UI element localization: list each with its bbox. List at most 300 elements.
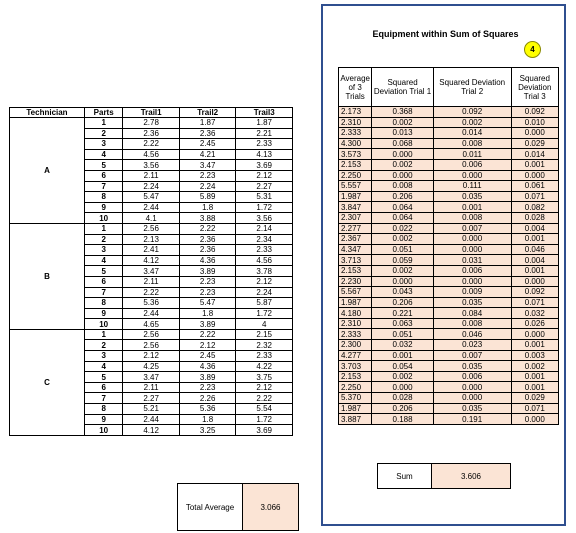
squared-deviation-cell: 0.054 [372,361,434,372]
trial-cell: 2.14 [236,223,293,234]
squared-deviation-cell: 0.007 [433,350,511,361]
column-header: Trail3 [236,108,293,118]
trial-cell: 2.12 [236,276,293,287]
squared-deviation-cell: 0.032 [372,340,434,351]
squared-deviation-cell: 0.063 [372,318,434,329]
squared-deviation-cell: 0.008 [433,138,511,149]
table-header-row [10,108,293,118]
trial-cell: 2.41 [123,245,180,256]
table-row [339,361,559,372]
trial-cell: 3.47 [123,372,180,383]
average-cell: 2.153 [339,371,372,382]
squared-deviation-cell: 0.001 [511,234,558,245]
squared-deviation-cell: 0.092 [511,287,558,298]
trial-cell: 2.33 [236,139,293,150]
part-cell: 5 [84,160,122,171]
squared-deviation-cell: 0.206 [372,297,434,308]
trial-cell: 5.21 [123,404,180,415]
technician-cell: B [10,223,85,329]
average-cell: 5.567 [339,287,372,298]
squared-deviation-cell: 0.000 [511,329,558,340]
table-row [339,350,559,361]
trial-cell: 2.11 [123,276,180,287]
squared-deviation-cell: 0.002 [372,234,434,245]
squared-deviation-cell: 0.028 [372,393,434,404]
sum-value: 3.606 [432,464,510,488]
column-header: Trail1 [123,108,180,118]
table-row [10,118,293,129]
trial-cell: 2.56 [123,329,180,340]
trial-cell: 2.27 [123,393,180,404]
trial-cell: 2.36 [179,245,236,256]
part-cell: 4 [84,255,122,266]
trial-cell: 3.78 [236,266,293,277]
part-cell: 6 [84,382,122,393]
part-cell: 1 [84,118,122,129]
column-header: Trail2 [179,108,236,118]
trial-cell: 4 [236,319,293,330]
part-cell: 3 [84,245,122,256]
squared-deviation-cell: 0.000 [433,276,511,287]
trial-cell: 5.36 [179,404,236,415]
trial-cell: 2.23 [179,170,236,181]
squared-deviation-cell: 0.000 [372,170,434,181]
trial-cell: 1.8 [179,414,236,425]
total-average-value: 3.066 [243,484,298,530]
trial-cell: 2.26 [179,393,236,404]
table-row [339,329,559,340]
squared-deviation-cell: 0.031 [433,255,511,266]
squared-deviation-cell: 0.206 [372,191,434,202]
panel-title: Equipment within Sum of Squares [372,29,519,39]
trial-cell: 3.47 [123,266,180,277]
trial-cell: 3.75 [236,372,293,383]
squared-deviation-cell: 0.000 [511,414,558,425]
squared-deviation-cell: 0.001 [372,350,434,361]
average-cell: 2.307 [339,212,372,223]
column-header: Average of 3 Trials [339,68,372,107]
squared-deviation-cell: 0.051 [372,244,434,255]
average-cell: 3.713 [339,255,372,266]
trial-cell: 2.44 [123,414,180,425]
average-cell: 5.557 [339,181,372,192]
sum-box [377,463,511,489]
trial-cell: 5.87 [236,298,293,309]
trial-cell: 2.22 [123,139,180,150]
part-cell: 9 [84,202,122,213]
trial-cell: 2.36 [179,234,236,245]
column-header: Squared Deviation Trial 3 [511,68,558,107]
squared-deviation-cell: 0.000 [433,244,511,255]
trial-cell: 2.23 [179,287,236,298]
squared-deviation-cell: 0.014 [511,149,558,160]
squared-deviation-cell: 0.059 [372,255,434,266]
average-cell: 1.987 [339,403,372,414]
average-cell: 1.987 [339,297,372,308]
squared-deviation-cell: 0.028 [511,212,558,223]
table-header-row [339,68,559,107]
trial-cell: 2.45 [179,139,236,150]
squared-deviation-cell: 0.206 [372,403,434,414]
squared-deviation-cell: 0.000 [372,276,434,287]
trial-cell: 4.56 [236,255,293,266]
squared-deviation-cell: 0.002 [372,159,434,170]
squared-deviation-cell: 0.064 [372,212,434,223]
squared-deviation-cell: 0.035 [433,361,511,372]
table-row [339,382,559,393]
table-row [10,223,293,234]
squared-deviation-table [338,67,559,425]
squared-deviation-cell: 0.004 [511,223,558,234]
trial-cell: 2.33 [236,245,293,256]
technician-cell: A [10,118,85,224]
part-cell: 7 [84,287,122,298]
total-average-label: Total Average [178,484,243,530]
squared-deviation-cell: 0.002 [372,371,434,382]
column-header: Squared Deviation Trial 1 [372,68,434,107]
table-row [339,170,559,181]
trial-cell: 2.36 [179,128,236,139]
trial-cell: 2.44 [123,202,180,213]
technician-cell: C [10,329,85,435]
trial-cell: 4.22 [236,361,293,372]
squared-deviation-cell: 0.008 [433,318,511,329]
part-cell: 5 [84,372,122,383]
part-cell: 5 [84,266,122,277]
table-row [339,107,559,118]
table-row [339,159,559,170]
average-cell: 4.277 [339,350,372,361]
trial-cell: 2.78 [123,118,180,129]
trial-cell: 2.21 [236,128,293,139]
squared-deviation-cell: 0.046 [511,244,558,255]
part-cell: 4 [84,361,122,372]
trial-cell: 2.56 [123,223,180,234]
squared-deviation-cell: 0.035 [433,403,511,414]
part-cell: 1 [84,329,122,340]
squared-deviation-cell: 0.001 [511,159,558,170]
trial-cell: 2.27 [236,181,293,192]
squared-deviation-cell: 0.035 [433,297,511,308]
trial-cell: 4.13 [236,149,293,160]
table-row [339,234,559,245]
average-cell: 4.347 [339,244,372,255]
part-cell: 3 [84,139,122,150]
table-row [339,181,559,192]
average-cell: 2.153 [339,265,372,276]
trial-cell: 5.54 [236,404,293,415]
trial-cell: 3.89 [179,266,236,277]
trial-cell: 5.47 [179,298,236,309]
squared-deviation-cell: 0.001 [433,202,511,213]
table-row [339,138,559,149]
trial-cell: 2.33 [236,351,293,362]
table-row [339,128,559,139]
part-cell: 10 [84,425,122,436]
part-cell: 1 [84,223,122,234]
trial-cell: 4.65 [123,319,180,330]
table-row [339,287,559,298]
average-cell: 2.310 [339,318,372,329]
average-cell: 2.230 [339,276,372,287]
column-header: Parts [84,108,122,118]
trial-cell: 5.31 [236,192,293,203]
squared-deviation-cell: 0.092 [433,107,511,118]
trial-cell: 3.89 [179,372,236,383]
trial-cell: 2.24 [236,287,293,298]
trial-cell: 4.36 [179,361,236,372]
total-average-box [177,483,299,531]
squared-deviation-cell: 0.071 [511,297,558,308]
step-number-badge: 4 [524,41,541,58]
trial-cell: 1.87 [179,118,236,129]
sum-of-squares-panel [321,4,566,526]
trial-cell: 3.89 [179,319,236,330]
average-cell: 3.887 [339,414,372,425]
squared-deviation-cell: 0.043 [372,287,434,298]
trial-cell: 4.12 [123,255,180,266]
part-cell: 4 [84,149,122,160]
part-cell: 6 [84,170,122,181]
trial-cell: 2.34 [236,234,293,245]
part-cell: 9 [84,308,122,319]
trial-cell: 2.24 [123,181,180,192]
squared-deviation-cell: 0.064 [372,202,434,213]
squared-deviation-cell: 0.111 [433,181,511,192]
part-cell: 3 [84,351,122,362]
squared-deviation-cell: 0.001 [511,371,558,382]
table-row [339,265,559,276]
trial-cell: 2.23 [179,276,236,287]
table-row [10,329,293,340]
squared-deviation-cell: 0.032 [511,308,558,319]
trial-cell: 2.56 [123,340,180,351]
squared-deviation-cell: 0.002 [511,361,558,372]
trial-cell: 2.24 [179,181,236,192]
squared-deviation-cell: 0.013 [372,128,434,139]
table-row [339,212,559,223]
trial-cell: 1.8 [179,202,236,213]
trial-cell: 4.12 [123,425,180,436]
squared-deviation-cell: 0.006 [433,159,511,170]
table-row [339,403,559,414]
table-row [339,149,559,160]
table-row [339,117,559,128]
squared-deviation-cell: 0.001 [511,382,558,393]
squared-deviation-cell: 0.000 [372,149,434,160]
average-cell: 2.333 [339,329,372,340]
trial-cell: 3.88 [179,213,236,224]
trial-cell: 1.87 [236,118,293,129]
squared-deviation-cell: 0.006 [433,265,511,276]
trial-cell: 3.69 [236,160,293,171]
trial-cell: 3.56 [123,160,180,171]
average-cell: 2.173 [339,107,372,118]
average-cell: 2.277 [339,223,372,234]
squared-deviation-cell: 0.221 [372,308,434,319]
squared-deviation-cell: 0.002 [372,265,434,276]
squared-deviation-cell: 0.188 [372,414,434,425]
table-row [339,202,559,213]
table-row [339,340,559,351]
trial-cell: 2.22 [179,329,236,340]
squared-deviation-cell: 0.002 [372,117,434,128]
trial-cell: 4.21 [179,149,236,160]
table-row [339,371,559,382]
table-row [339,318,559,329]
squared-deviation-cell: 0.368 [372,107,434,118]
squared-deviation-cell: 0.071 [511,403,558,414]
trial-cell: 3.25 [179,425,236,436]
squared-deviation-cell: 0.001 [511,340,558,351]
trial-cell: 2.12 [179,340,236,351]
squared-deviation-cell: 0.000 [511,170,558,181]
trial-cell: 2.12 [236,382,293,393]
trial-cell: 1.8 [179,308,236,319]
squared-deviation-cell: 0.000 [433,170,511,181]
squared-deviation-cell: 0.010 [511,117,558,128]
trial-cell: 2.45 [179,351,236,362]
table-row [339,255,559,266]
average-cell: 2.153 [339,159,372,170]
squared-deviation-cell: 0.084 [433,308,511,319]
trial-cell: 4.36 [179,255,236,266]
trial-cell: 2.36 [123,128,180,139]
column-header: Technician [10,108,85,118]
squared-deviation-cell: 0.003 [511,350,558,361]
table-row [339,223,559,234]
average-cell: 5.370 [339,393,372,404]
technician-trials-table [9,107,293,436]
average-cell: 2.250 [339,382,372,393]
trial-cell: 3.69 [236,425,293,436]
trial-cell: 2.15 [236,329,293,340]
table-row [339,414,559,425]
trial-cell: 5.36 [123,298,180,309]
average-cell: 2.310 [339,117,372,128]
squared-deviation-cell: 0.014 [433,128,511,139]
table-row [339,276,559,287]
squared-deviation-cell: 0.046 [433,329,511,340]
trial-cell: 5.89 [179,192,236,203]
average-cell: 2.367 [339,234,372,245]
trial-cell: 1.72 [236,202,293,213]
trial-cell: 2.11 [123,170,180,181]
part-cell: 2 [84,234,122,245]
part-cell: 8 [84,298,122,309]
part-cell: 7 [84,181,122,192]
trial-cell: 1.72 [236,308,293,319]
trial-cell: 3.47 [179,160,236,171]
squared-deviation-cell: 0.022 [372,223,434,234]
part-cell: 8 [84,192,122,203]
deviation-table-body [339,107,559,425]
squared-deviation-cell: 0.000 [433,382,511,393]
part-cell: 6 [84,276,122,287]
trial-cell: 4.1 [123,213,180,224]
squared-deviation-cell: 0.082 [511,202,558,213]
trial-cell: 4.56 [123,149,180,160]
trial-cell: 2.11 [123,382,180,393]
average-cell: 2.333 [339,128,372,139]
squared-deviation-cell: 0.000 [433,234,511,245]
trial-cell: 2.12 [236,170,293,181]
trial-cell: 2.44 [123,308,180,319]
part-cell: 9 [84,414,122,425]
average-cell: 2.250 [339,170,372,181]
squared-deviation-cell: 0.071 [511,191,558,202]
squared-deviation-cell: 0.026 [511,318,558,329]
trial-cell: 3.56 [236,213,293,224]
average-cell: 3.573 [339,149,372,160]
squared-deviation-cell: 0.000 [511,128,558,139]
squared-deviation-cell: 0.023 [433,340,511,351]
squared-deviation-cell: 0.191 [433,414,511,425]
trial-cell: 2.32 [236,340,293,351]
trial-cell: 2.22 [179,223,236,234]
trial-cell: 5.47 [123,192,180,203]
sum-label: Sum [378,464,432,488]
squared-deviation-cell: 0.000 [511,276,558,287]
part-cell: 2 [84,340,122,351]
squared-deviation-cell: 0.061 [511,181,558,192]
trial-cell: 2.23 [179,382,236,393]
trial-cell: 2.12 [123,351,180,362]
squared-deviation-cell: 0.008 [433,212,511,223]
average-cell: 3.703 [339,361,372,372]
squared-deviation-cell: 0.008 [372,181,434,192]
squared-deviation-cell: 0.000 [433,393,511,404]
table-row [339,244,559,255]
squared-deviation-cell: 0.035 [433,191,511,202]
table-row [339,308,559,319]
squared-deviation-cell: 0.004 [511,255,558,266]
trial-cell: 2.13 [123,234,180,245]
column-header: Squared Deviation Trial 2 [433,68,511,107]
squared-deviation-cell: 0.029 [511,393,558,404]
squared-deviation-cell: 0.051 [372,329,434,340]
trial-cell: 1.72 [236,414,293,425]
part-cell: 2 [84,128,122,139]
squared-deviation-cell: 0.011 [433,149,511,160]
average-cell: 2.300 [339,340,372,351]
trial-cell: 2.22 [123,287,180,298]
squared-deviation-cell: 0.092 [511,107,558,118]
table-row [339,191,559,202]
part-cell: 8 [84,404,122,415]
trial-cell: 2.22 [236,393,293,404]
squared-deviation-cell: 0.009 [433,287,511,298]
table-row [339,393,559,404]
squared-deviation-cell: 0.002 [433,117,511,128]
part-cell: 10 [84,213,122,224]
part-cell: 7 [84,393,122,404]
technician-table-body [10,118,293,436]
average-cell: 4.180 [339,308,372,319]
average-cell: 3.847 [339,202,372,213]
squared-deviation-cell: 0.001 [511,265,558,276]
part-cell: 10 [84,319,122,330]
squared-deviation-cell: 0.068 [372,138,434,149]
squared-deviation-cell: 0.000 [372,382,434,393]
table-row [339,297,559,308]
squared-deviation-cell: 0.007 [433,223,511,234]
squared-deviation-cell: 0.006 [433,371,511,382]
average-cell: 4.300 [339,138,372,149]
average-cell: 1.987 [339,191,372,202]
trial-cell: 4.25 [123,361,180,372]
squared-deviation-cell: 0.029 [511,138,558,149]
